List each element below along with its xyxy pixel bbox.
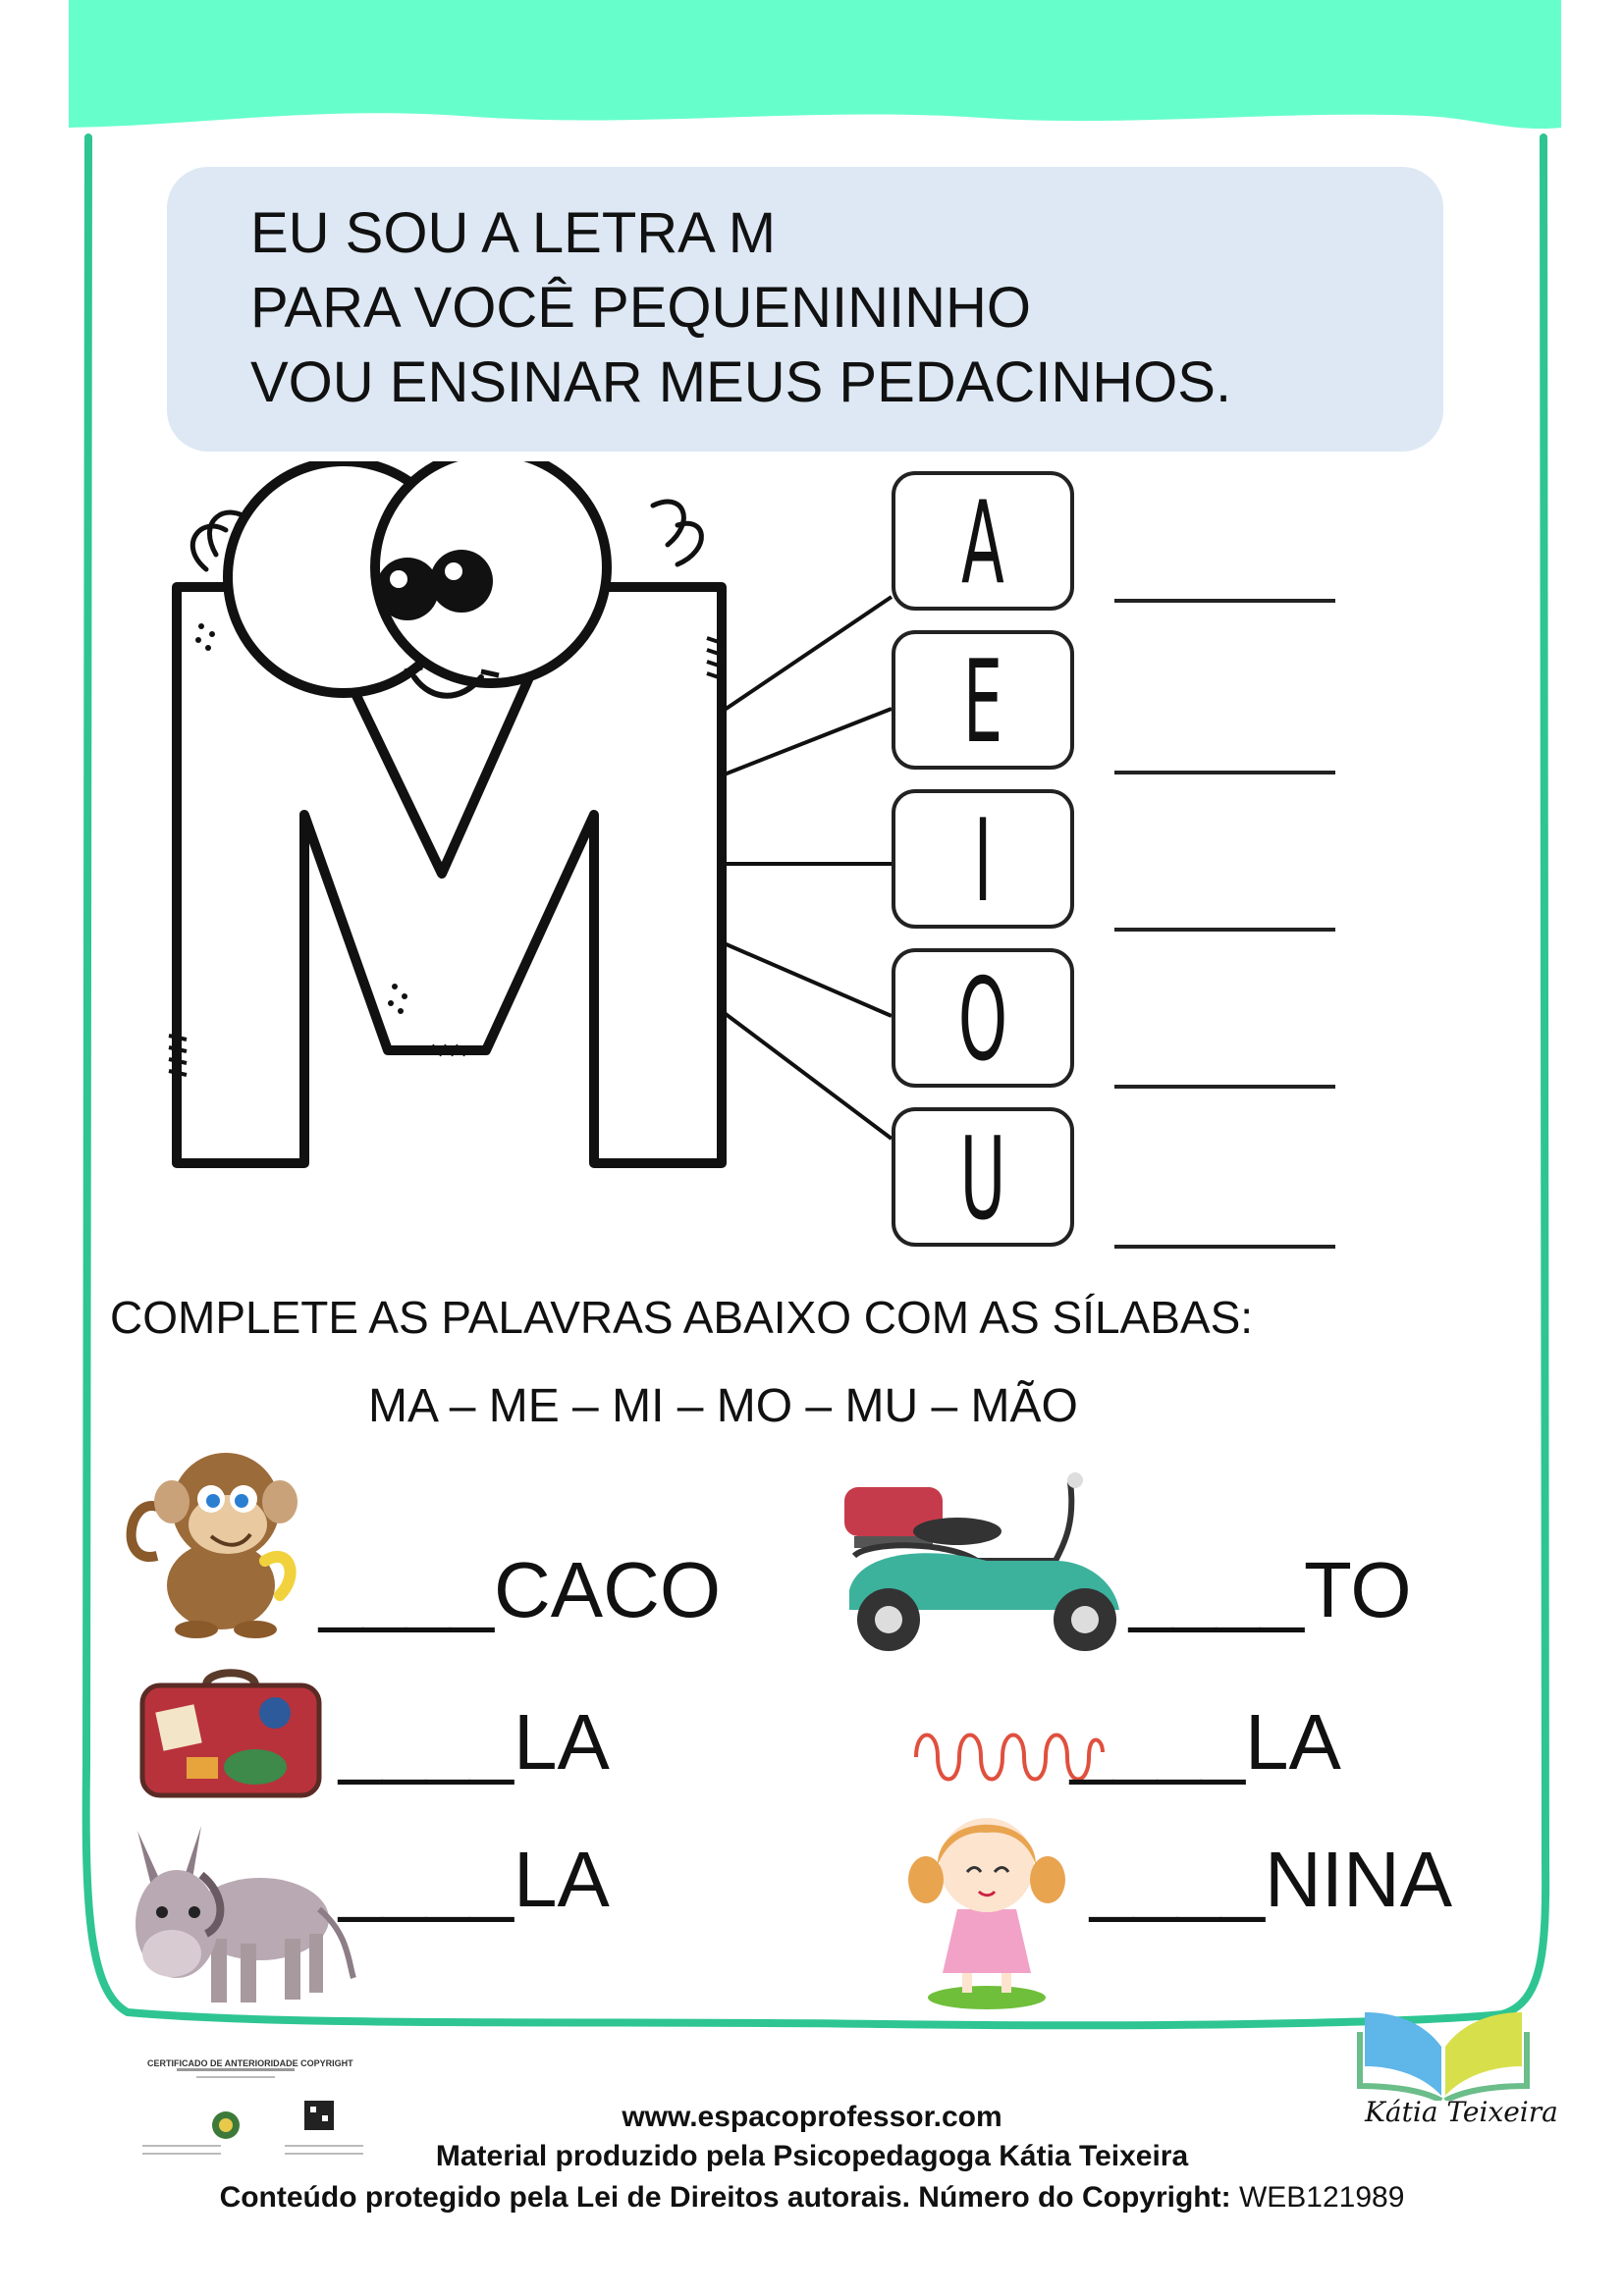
vowel-box-a — [892, 471, 1074, 611]
word-suffix: CACO — [493, 1546, 722, 1633]
logo-name: Kátia Teixeira — [1365, 2096, 1558, 2128]
word-blank[interactable]: ____ — [339, 1836, 514, 1923]
monkey-icon — [118, 1438, 314, 1639]
vowel-box-e — [892, 630, 1074, 770]
word-row-2 — [1129, 1546, 1412, 1634]
word-suffix: NINA — [1264, 1836, 1453, 1923]
vowel-letter: U — [959, 1113, 1006, 1246]
instruction-text: COMPLETE AS PALAVRAS ABAIXO COM AS SÍLABAS: — [110, 1292, 1254, 1343]
smiling-letter-m-icon — [147, 461, 913, 1207]
answer-line[interactable] — [1114, 771, 1335, 774]
word-blank[interactable]: ____ — [1129, 1546, 1304, 1633]
word-blank[interactable]: ____ — [339, 1698, 514, 1786]
certificate-title: CERTIFICADO DE ANTERIORIDADE COPYRIGHT — [147, 2058, 353, 2068]
copyright-number: WEB121989 — [1238, 2181, 1405, 2214]
girl-icon — [908, 1801, 1070, 2012]
donkey-icon — [118, 1816, 358, 2012]
vowel-box-i — [892, 789, 1074, 929]
answer-line[interactable] — [1114, 599, 1335, 603]
suitcase-icon — [137, 1664, 324, 1801]
word-suffix: TO — [1303, 1546, 1412, 1633]
vowel-box-o — [892, 948, 1074, 1088]
word-suffix: LA — [513, 1698, 610, 1786]
scooter-icon — [830, 1443, 1139, 1659]
open-book-logo-icon — [1355, 2002, 1532, 2101]
intro-line-1: EU SOU A LETRA M — [250, 201, 777, 265]
copyright-text: Conteúdo protegido pela Lei de Direitos autorais. Número do Copyright: — [219, 2181, 1231, 2214]
word-blank[interactable]: ____ — [1090, 1836, 1265, 1923]
word-row-6 — [1090, 1836, 1452, 1924]
footer-author: Material produzido pela Psicopedagoga Kátia Teixeira — [435, 2140, 1189, 2172]
answer-line[interactable] — [1114, 1085, 1335, 1089]
word-row-5 — [339, 1836, 610, 1924]
answer-line[interactable] — [1114, 928, 1335, 932]
vowel-letter: E — [962, 636, 1003, 769]
word-row-1 — [319, 1546, 721, 1634]
vowel-box-u — [892, 1107, 1074, 1247]
footer-url[interactable]: www.espacoprofessor.com — [622, 2101, 1002, 2133]
syllables-list: MA – ME – MI – MO – MU – MÃO — [368, 1380, 1078, 1432]
footer-copyright — [0, 2181, 1624, 2215]
connector-lines — [722, 597, 892, 1139]
vowel-letter: I — [973, 795, 993, 928]
intro-line-3: VOU ENSINAR MEUS PEDACINHOS. — [250, 350, 1232, 414]
answer-line[interactable] — [1114, 1245, 1335, 1249]
word-suffix: LA — [1244, 1698, 1341, 1786]
word-blank[interactable]: ____ — [1070, 1698, 1245, 1786]
vowel-letter: O — [957, 954, 1008, 1087]
word-suffix: LA — [513, 1836, 610, 1923]
intro-line-2: PARA VOCÊ PEQUENININHO — [250, 276, 1031, 340]
word-blank[interactable]: ____ — [319, 1546, 494, 1633]
word-row-3 — [339, 1698, 610, 1787]
word-row-4 — [1070, 1698, 1341, 1787]
vowel-letter: A — [961, 477, 1004, 610]
